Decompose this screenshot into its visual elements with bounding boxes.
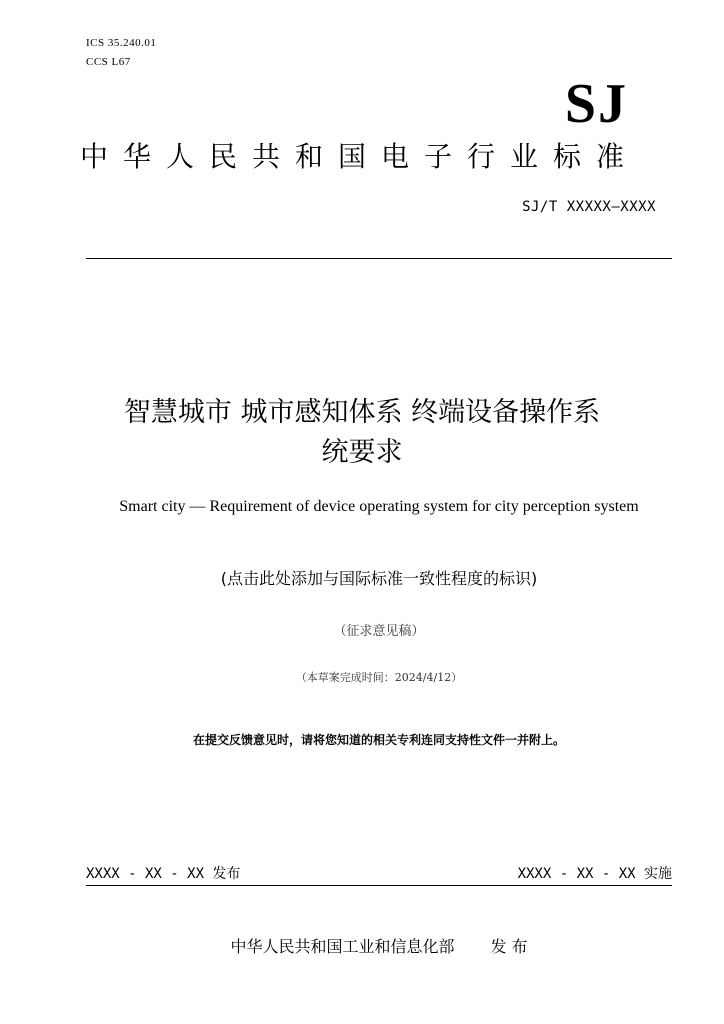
- title-cn-line1: 智慧城市 城市感知体系 终端设备操作系: [123, 397, 601, 428]
- top-divider: [86, 258, 672, 259]
- standard-code: SJ/T XXXXX—XXXX: [522, 199, 656, 215]
- patent-notice: 在提交反馈意见时，请将您知道的相关专利连同支持性文件一并附上。: [192, 733, 565, 747]
- issuer-name: 中华人民共和国工业和信息化部: [230, 937, 455, 956]
- title-cn-line2: 统要求: [321, 437, 403, 468]
- standard-type-title: 中华人民共和国电子行业标准: [80, 140, 640, 173]
- publish-date: XXXX - XX - XX 发布: [86, 866, 241, 882]
- issuing-authority: [0, 934, 724, 957]
- intl-consistency-mark[interactable]: (点击此处添加与国际标准一致性程度的标识): [220, 569, 538, 588]
- sj-logo: SJ: [564, 73, 628, 135]
- bottom-divider: [86, 885, 672, 886]
- ccs-code: CCS L67: [86, 56, 131, 68]
- document-title-cn: [62, 393, 662, 473]
- ics-code: ICS 35.240.01: [86, 37, 157, 49]
- draft-finish-time: （本草案完成时间：2024/4/12）: [295, 671, 463, 684]
- issue-word: 发 布: [490, 937, 528, 956]
- draft-label: （征求意见稿）: [333, 624, 425, 639]
- implement-date: XXXX - XX - XX 实施: [517, 866, 672, 882]
- document-title-en: Smart city — Requirement of device operating system for city perception system: [119, 498, 639, 515]
